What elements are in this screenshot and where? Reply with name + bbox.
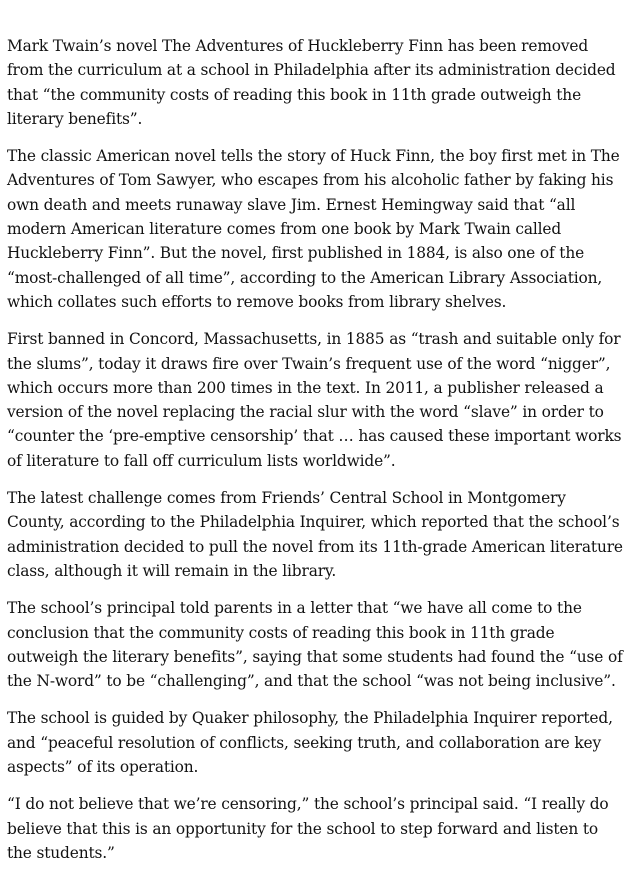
paragraph-1: Mark Twain’s novel The Adventures of Huckleberry Finn has been removed from the curriculum at a school in Philadelphia after its administration decided that “the community costs of reading this book in 11th grade outweigh the literary benefits”. bbox=[7, 37, 616, 128]
paragraph-4: The latest challenge comes from Friends’ Central School in Montgomery County, according to the Philadelphia Inquirer, which reported that the school’s administration decided to pull the novel from its 11th-grade American literature class, although it will remain in the library. bbox=[7, 489, 623, 580]
paragraph-5: The school’s principal told parents in a letter that “we have all come to the conclusion that the community costs of reading this book in 11th grade outweigh the literary benefits”, saying that some students had found the “use of the N-word” to be “challenging”, and that the school “was not being inclusive”. bbox=[7, 599, 623, 691]
paragraph-7: “I do not believe that we’re censoring,” the school’s principal said. “I really do believe that this is an opportunity for the school to step forward and listen to the students.” bbox=[7, 795, 609, 862]
paragraph-6: The school is guided by Quaker philosophy, the Philadelphia Inquirer reported, and “peaceful resolution of conflicts, seeking truth, and collaboration are key aspects” of its operation. bbox=[7, 709, 613, 777]
paragraph-3: First banned in Concord, Massachusetts, in 1885 as “trash and suitable only for the slums”, today it draws fire over Twain’s frequent use of the word “nigger”, which occurs more than 200 times in the text. In 2011, a publisher released a version of the novel replacing the racial slur with the word “slave” in order to “counter the ‘pre-emptive censorship’ that … has caused these important works of literature to fall off curriculum lists worldwide”. bbox=[7, 330, 622, 470]
paragraph-2: The classic American novel tells the story of Huck Finn, the boy first met in The Adventures of Tom Sawyer, who escapes from his alcoholic father by faking his own death and meets runaway slave Jim. Ernest Hemingway said that “all modern American literature comes from one book by Mark Twain called Huckleberry Finn”. But the novel, first published in 1884, is also one of the “most-challenged of all time”, according to the American Library Association, which collates such efforts to remove books from library shelves. bbox=[7, 147, 620, 311]
